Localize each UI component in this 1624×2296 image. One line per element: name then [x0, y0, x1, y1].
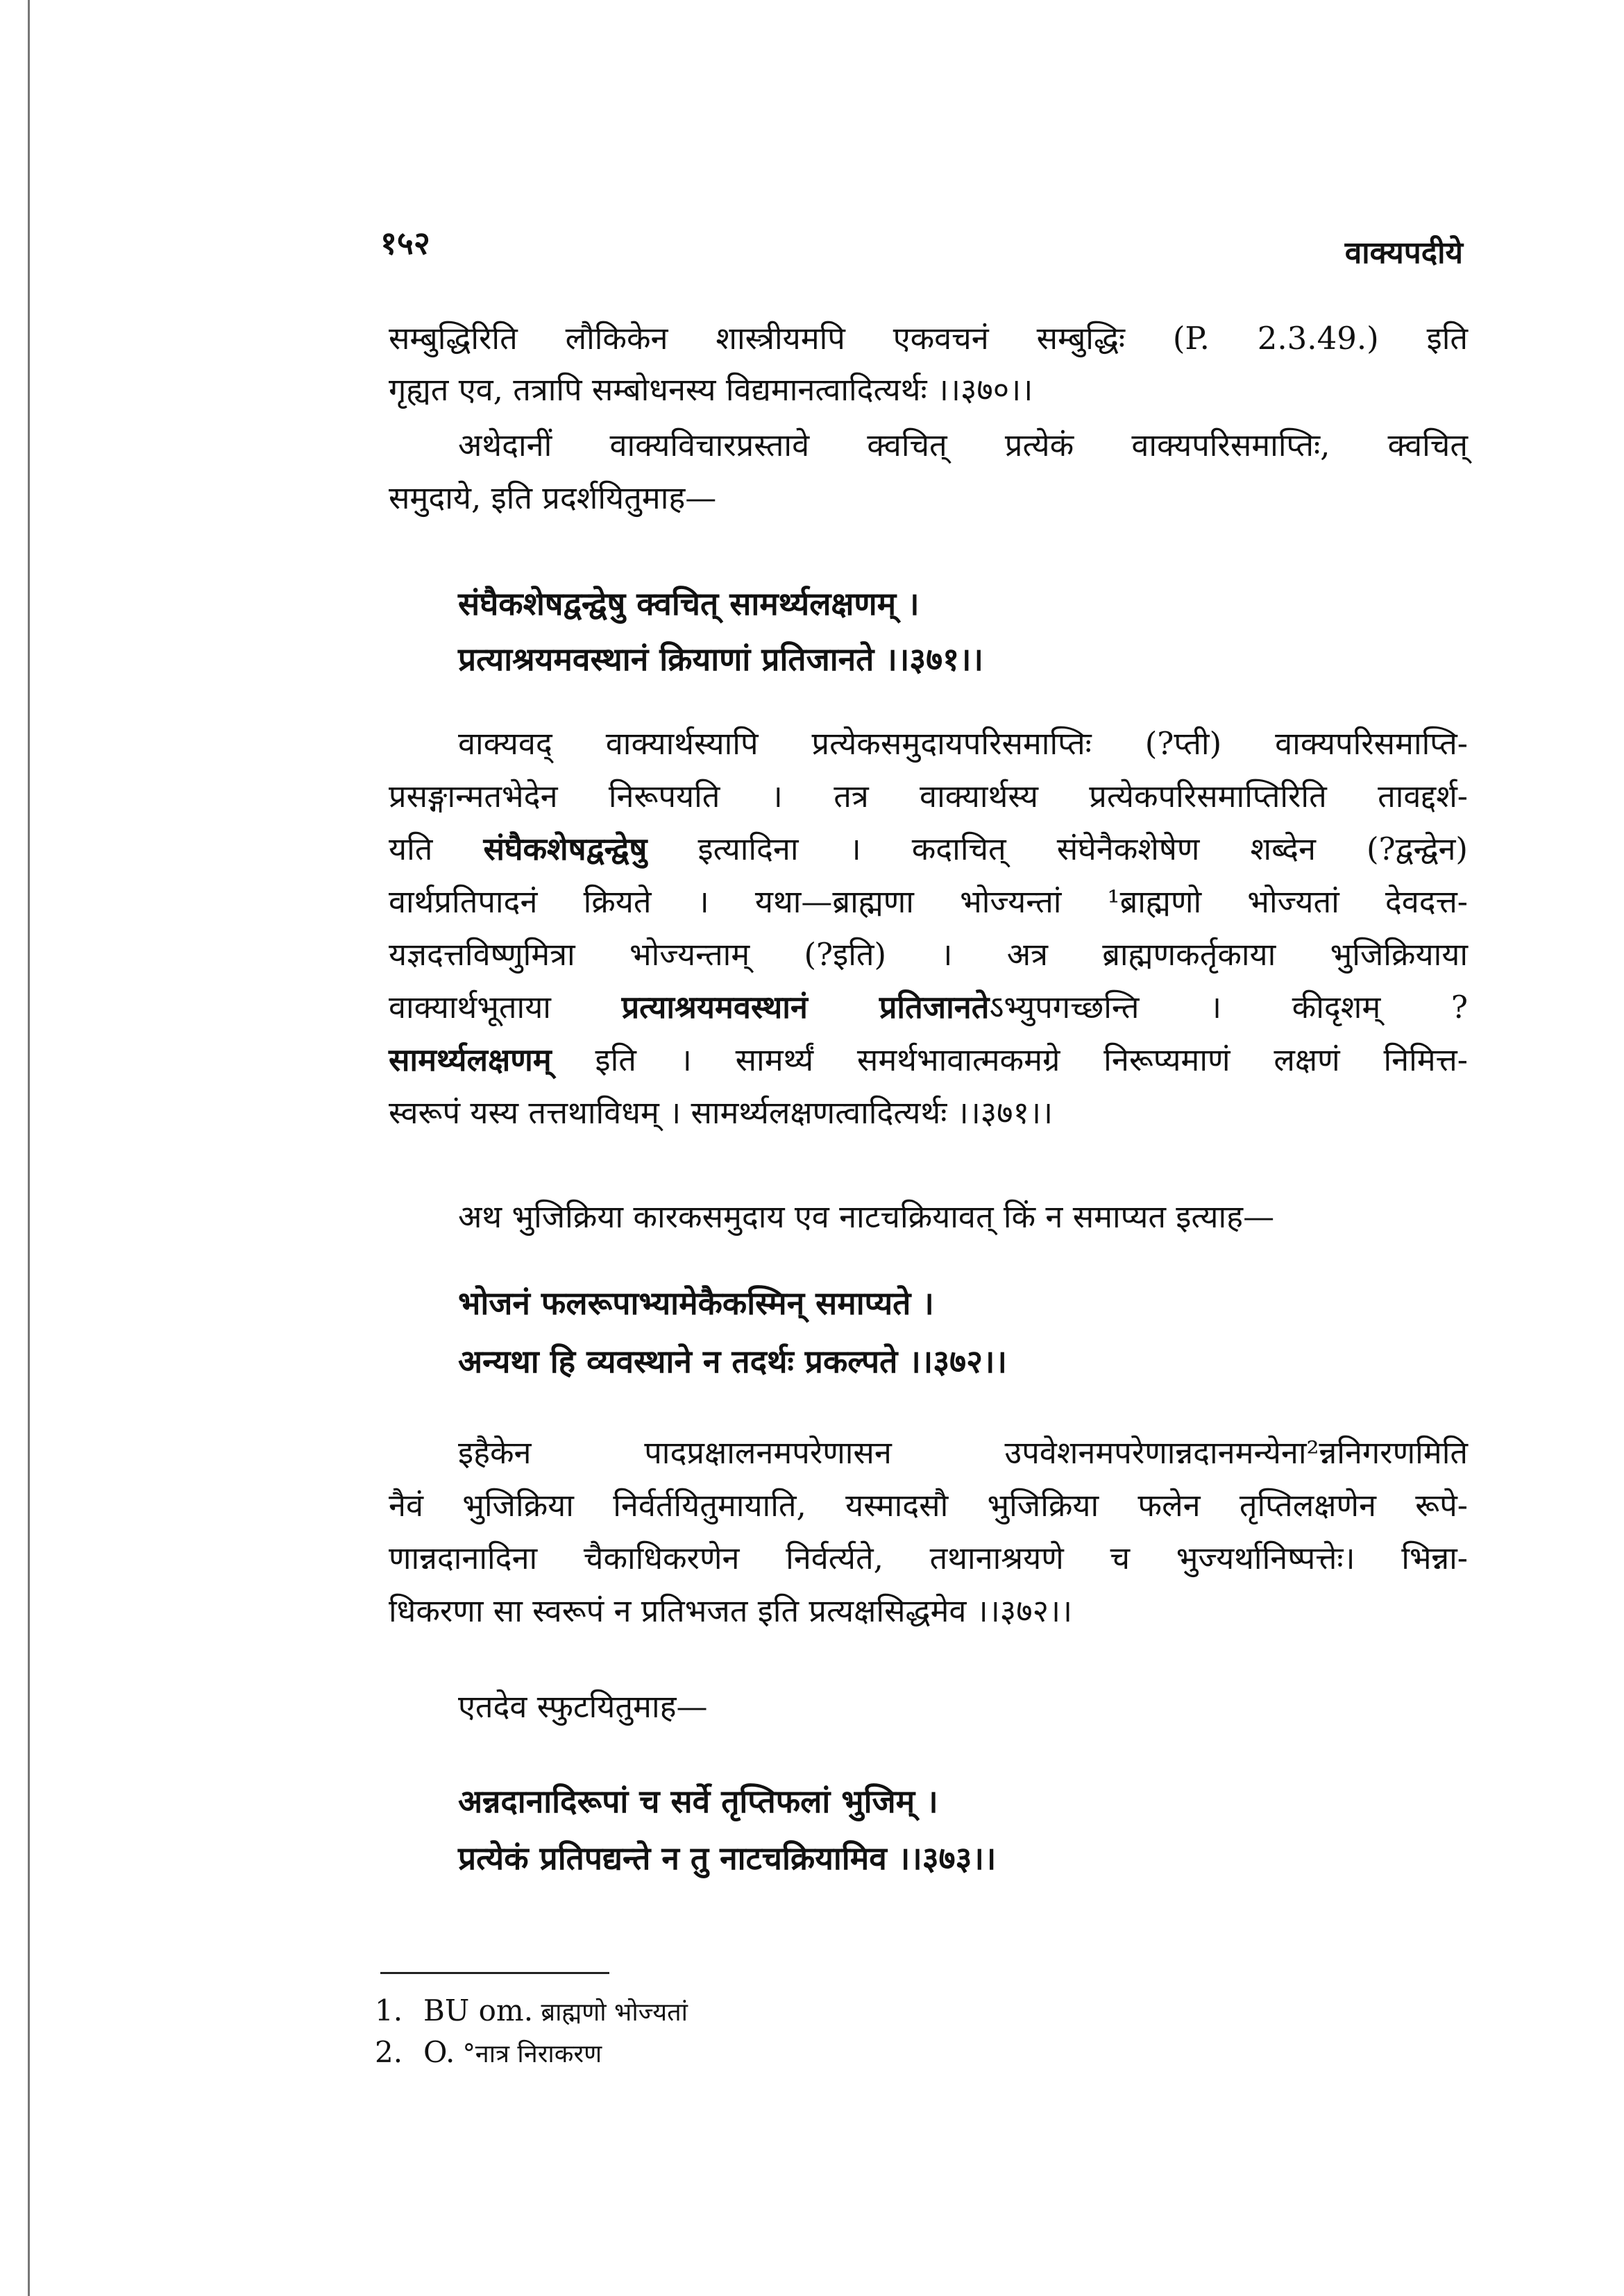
commentary-line: वाक्यार्थभूताया प्रत्याश्रयमवस्थानं प्रतिजानतेऽभ्युपगच्छन्ति । कीदृशम् ?	[389, 989, 1469, 1026]
intro-line: एतदेव स्फुटयितुमाह—	[458, 1688, 708, 1725]
footnote-2: 2. O. °नात्र निराकरण	[375, 2035, 602, 2069]
intro-line: समुदाये, इति प्रदर्शयितुमाह—	[389, 479, 717, 516]
commentary-line: वाक्यवद् वाक्यार्थस्यापि प्रत्येकसमुदायपरिसमाप्तिः (?प्ती) वाक्यपरिसमाप्ति-	[458, 725, 1468, 762]
commentary-line: णान्नदानादिना चैकाधिकरणेन निर्वर्त्यते, तथानाश्रयणे च भुज्यर्थानिष्पत्तेः। भिन्ना-	[389, 1540, 1468, 1576]
intro-line: अथ भुजिक्रिया कारकसमुदाय एव नाटचक्रियावत् किं न समाप्यत इत्याह—	[458, 1198, 1275, 1235]
commentary-line: यति संघैकशेषद्वन्द्वेषु इत्यादिना । कदाचित् संघेनैकशेषेण शब्देन (?द्वन्द्वेन)	[389, 831, 1468, 867]
commentary-line: यज्ञदत्तविष्णुमित्रा भोज्यन्ताम् (?इति) । अत्र ब्राह्मणकर्तृकाया भुजिक्रियाया	[389, 936, 1468, 973]
verse-line: अन्नदानादिरूपां च सर्वे तृप्तिफलां भुजिम् ।	[458, 1783, 938, 1820]
verse-line: प्रत्याश्रयमवस्थानं क्रियाणां प्रतिजानते ।।३७१।।	[458, 640, 983, 678]
verse-line: संघैकशेषद्वन्द्वेषु क्वचित् सामर्थ्यलक्षणम् ।	[458, 585, 920, 622]
commentary-line: धिकरणा सा स्वरूपं न प्रतिभजत इति प्रत्यक्षसिद्धमेव ।।३७२।।	[389, 1592, 1073, 1629]
commentary-line: स्वरूपं यस्य तत्तथाविधम् । सामर्थ्यलक्षणत्वादित्यर्थः ।।३७१।।	[389, 1094, 1054, 1131]
running-title: वाक्यपदीये	[1344, 235, 1463, 271]
emphasis-term: संघैकशेषद्वन्द्वेषु	[483, 831, 648, 867]
emphasis-term: सामर्थ्यलक्षणम्	[389, 1041, 552, 1078]
verse-line: भोजनं फलरूपाभ्यामेकैकस्मिन् समाप्यते ।	[458, 1284, 934, 1322]
footnote-rule	[380, 1972, 609, 1974]
commentary-line: प्रसङ्गान्मतभेदेन निरूपयति । तत्र वाक्यार्थस्य प्रत्येकपरिसमाप्तिरिति तावद्दर्श-	[389, 778, 1468, 815]
commentary-line: गृह्यत एव, तत्रापि सम्बोधनस्य विद्यमानत्वादित्यर्थः ।।३७०।।	[389, 371, 1033, 408]
page-number: १५२	[380, 224, 430, 262]
commentary-line: सम्बुद्धिरिति लौकिकेन शास्त्रीयमपि एकवचनं सम्बुद्धिः (P. 2.3.49.) इति	[389, 320, 1468, 357]
emphasis-term: प्रत्याश्रयमवस्थानं प्रतिजानते	[621, 989, 990, 1026]
commentary-line: सामर्थ्यलक्षणम् इति । सामर्थ्यं समर्थभावात्मकमग्रे निरूप्यमाणं लक्षणं निमित्त-	[389, 1041, 1468, 1078]
verse-line: प्रत्येकं प्रतिपद्यन्ते न तु नाटचक्रियामिव ।।३७३।।	[458, 1839, 997, 1877]
verse-line: अन्यथा हि व्यवस्थाने न तदर्थः प्रकल्पते ।।३७२।।	[458, 1343, 1007, 1380]
scan-edge-line	[28, 0, 30, 2296]
commentary-line: वार्थप्रतिपादनं क्रियते । यथा—ब्राह्मणा भोज्यन्तां ¹ब्राह्मणो भोज्यतां देवदत्त-	[389, 883, 1468, 920]
commentary-line: इहैकेन पादप्रक्षालनमपरेणासन उपवेशनमपरेणान्नदानमन्येना²न्ननिगरणमिति	[458, 1434, 1468, 1471]
commentary-line: नैवं भुजिक्रिया निर्वर्तयितुमायाति, यस्मादसौ भुजिक्रिया फलेन तृप्तिलक्षणेन रूपे-	[389, 1487, 1468, 1524]
intro-line: अथेदानीं वाक्यविचारप्रस्तावे क्वचित् प्रत्येकं वाक्यपरिसमाप्तिः, क्वचित्	[458, 427, 1468, 464]
footnote-1: 1. BU om. ब्राह्मणो भोज्यतां	[375, 1993, 688, 2027]
